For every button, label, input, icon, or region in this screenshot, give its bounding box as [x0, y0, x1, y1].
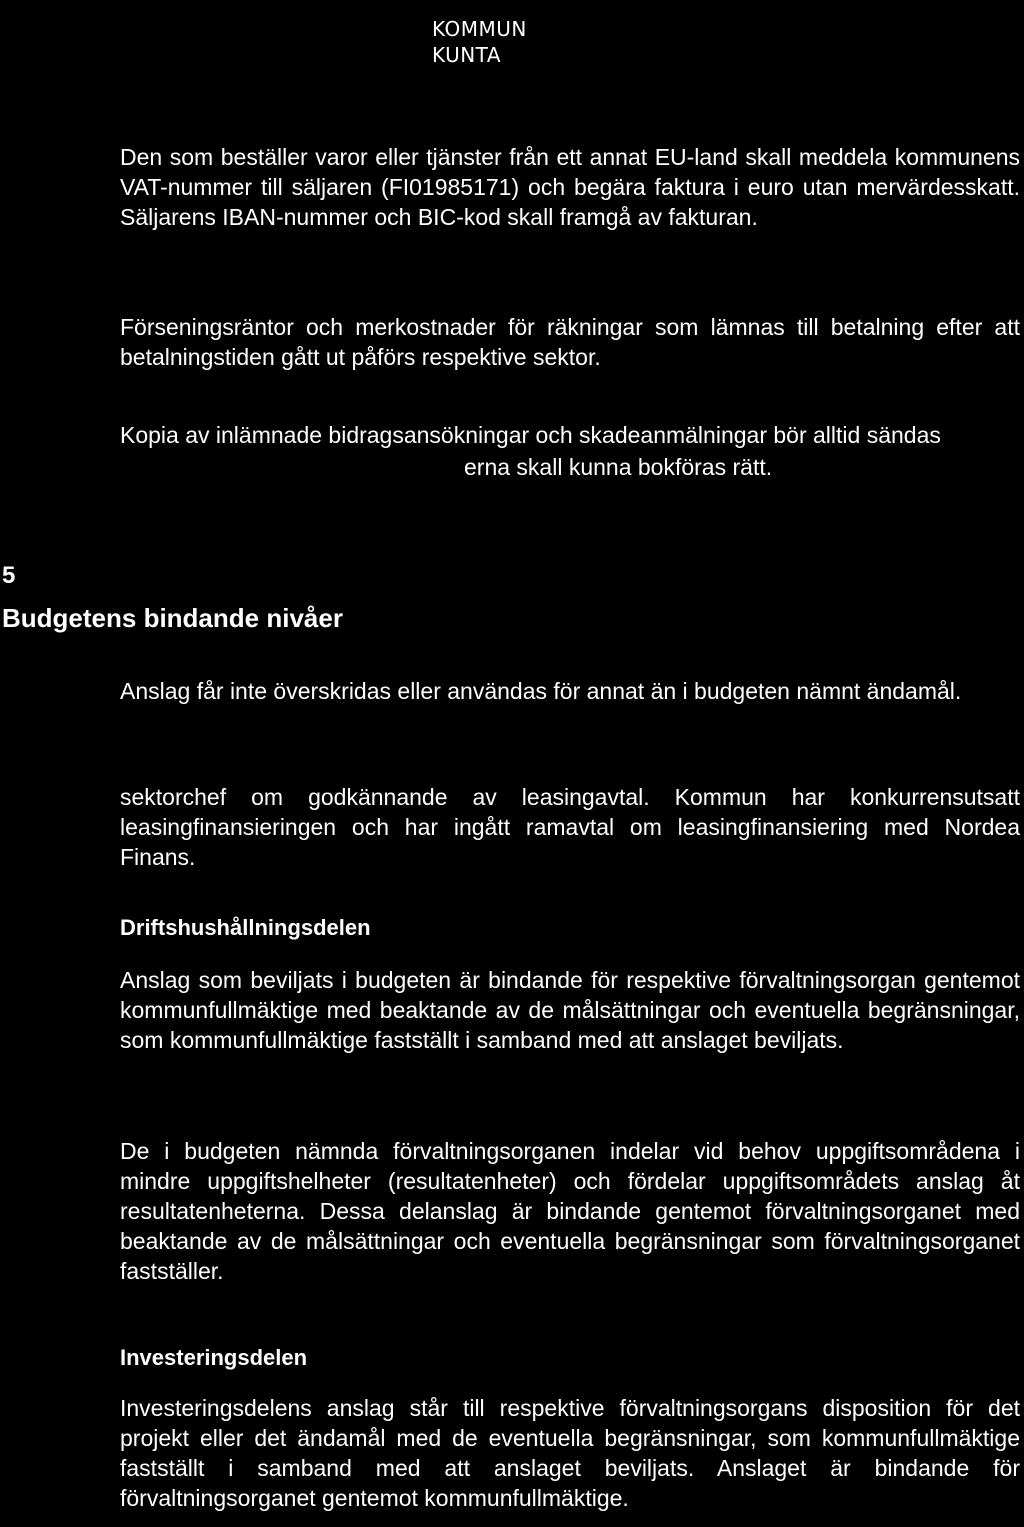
section-title: Budgetens bindande nivåer — [2, 603, 343, 633]
paragraph-copy-partial: erna skall kunna bokföras rätt. — [464, 454, 773, 480]
paragraph-interest: Förseningsräntor och merkostnader för räkningar som lämnas till betalning efter att betalningstiden gått ut påförs respektive sektor. — [120, 314, 1020, 370]
paragraph-operating-2: De i budgeten nämnda förvaltningsorganen indelar vid behov uppgiftsområdena i mindre uppgiftshelheter (resultatenheter) och fördelar uppgiftsområdets anslag åt resultatenheterna. Dessa delanslag är bindande gentemot förvaltningsorganet med beaktande av de målsättningar och eventuella begränsningar som förvaltningsorganet fastställer. — [120, 1138, 1020, 1284]
subheading-operating: Driftshushållningsdelen — [120, 915, 371, 940]
paragraph-appropriation: Anslag får inte överskridas eller användas för annat än i budgeten nämnt ändamål. — [120, 678, 962, 704]
header-line-finnish: KUNTA — [432, 43, 502, 67]
paragraph-investment: Investeringsdelens anslag står till respektive förvaltningsorgans disposition för det projekt eller det ändamål med de eventuella begränsningar, som kommunfullmäktige fastställt i samband med att anslaget beviljats. Anslaget är bindande för förvaltningsorganet gentemot kommunfullmäktige. — [120, 1395, 1020, 1511]
paragraph-operating-1: Anslag som beviljats i budgeten är bindande för respektive förvaltningsorgan gentemot kommunfullmäktige med beaktande av de målsättningar och eventuella begränsningar, som kommunfullmäktige fastställt i samband med att anslaget beviljats. — [120, 967, 1020, 1053]
section-number: 5 — [2, 562, 16, 589]
paragraph-vat: Den som beställer varor eller tjänster från ett annat EU-land skall meddela kommunens VAT-nummer till säljaren (FI01985171) och begära faktura i euro utan mervärdesskatt. Säljarens IBAN-nummer och BIC-kod skall framgå av fakturan. — [120, 144, 1020, 230]
municipality-header — [432, 16, 527, 68]
paragraph-leasing: sektorchef om godkännande av leasingavtal. Kommun har konkurrensutsatt leasingfinansieringen och har ingått ramavtal om leasingfinansiering med Nordea Finans. — [120, 784, 1020, 870]
paragraph-copy: Kopia av inlämnade bidragsansökningar och skadeanmälningar bör alltid sändas — [120, 422, 941, 448]
header-line-swedish: KOMMUN — [432, 17, 527, 41]
subheading-investment: Investeringsdelen — [120, 1345, 308, 1370]
